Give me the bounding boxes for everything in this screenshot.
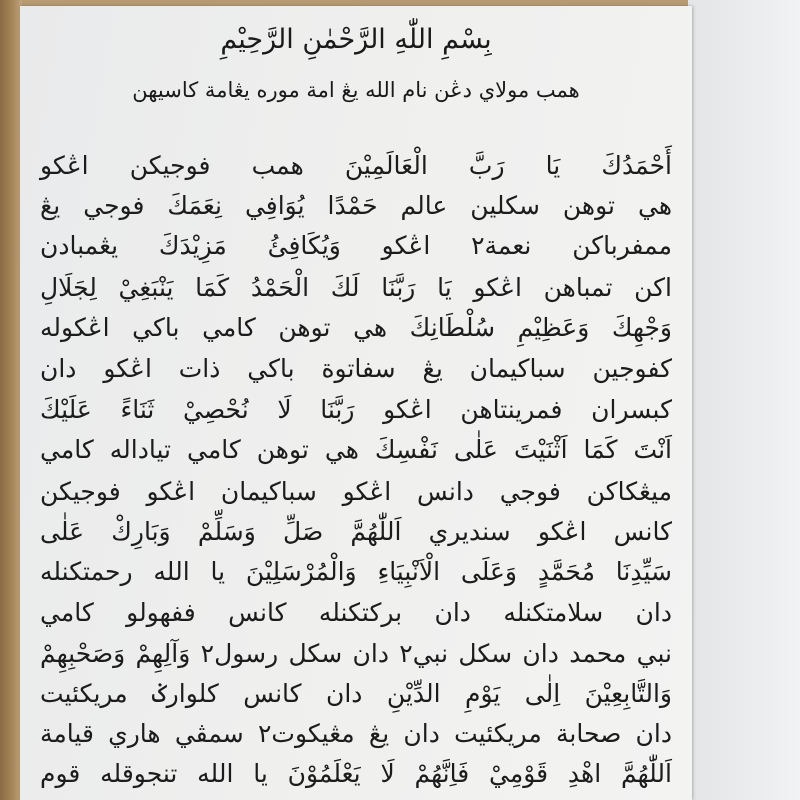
text-line: اَنْتَ كَمَا اَثْنَيْتَ عَلٰى نَفْسِكَ هي توهن كامي تياداله كامي	[40, 435, 672, 464]
text-line: أَحْمَدُكَ يَا رَبَّ الْعَالَمِيْنَ همب فوجيكن اڠكو	[40, 151, 672, 180]
text-line: دان صحابة مريكئيت دان يڠ مڠيكوت٢ سمڤي هاري قيامة	[40, 719, 672, 748]
text-line: سَيِّدِنَا مُحَمَّدٍ وَعَلَى الْاَنْبِيَاءِ وَالْمُرْسَلِيْنَ يا الله رحمتكنله	[40, 557, 672, 586]
book-page	[20, 6, 692, 800]
text-line: كفوجين سباكيمان يڠ سفاتوة باكي ذات اڠكو دان	[40, 354, 672, 383]
text-line: ممفرباكن نعمة٢ اڠكو وَيُكَافِئُ مَزِيْدَكَ يڠمبادن	[40, 231, 672, 260]
text-line: ميڠكاكن فوجي دانس اڠكو سباكيمان اڠكو فوجيكن	[40, 477, 672, 506]
text-line: كبسران فمرينتاهن اڠكو رَبَّنَا لَا نُحْصِيْ ثَنَاءً عَلَيْكَ	[40, 395, 672, 424]
text-line: وَالتَّابِعِيْنَ اِلٰى يَوْمِ الدِّيْنِ دان كانس كلوارݢ مريكئيت	[40, 679, 672, 708]
text-line: وَجْهِكَ وَعَظِيْمِ سُلْطَانِكَ هي توهن كامي باكي اڠكوله	[40, 313, 672, 342]
background-surface-right	[688, 0, 800, 800]
text-line: هي توهن سكلين عالم حَمْدًا يُوَافِي نِعَمَكَ فوجي يڠ	[40, 191, 672, 220]
wooden-surface-left	[0, 0, 22, 800]
basmala-translation: همب مولاي دڠن نام الله يڠ امة موره يڠامة كاسيهن	[132, 78, 580, 102]
text-line: كانس اڠكو سنديري اَللّٰهُمَّ صَلِّ وَسَلِّمْ وَبَارِكْ عَلٰى	[40, 517, 672, 546]
text-line: اَللّٰهُمَّ اهْدِ قَوْمِيْ فَاِنَّهُمْ لَا يَعْلَمُوْنَ يا الله تنجوقله قوم	[40, 759, 672, 788]
basmala-heading: بِسْمِ اللّٰهِ الرَّحْمٰنِ الرَّحِيْمِ	[220, 24, 492, 55]
text-line: اكن تمباهن اڠكو يَا رَبَّنَا لَكَ الْحَمْدُ كَمَا يَنْبَغِيْ لِجَلَالِ	[40, 273, 672, 302]
text-line: دان سلامتكنله دان بركتكنله كانس ففهولو كامي	[40, 598, 672, 627]
text-line: نبي محمد دان سكل نبي٢ دان سكل رسول٢ وَآلِهِمْ وَصَحْبِهِمْ	[40, 639, 672, 668]
